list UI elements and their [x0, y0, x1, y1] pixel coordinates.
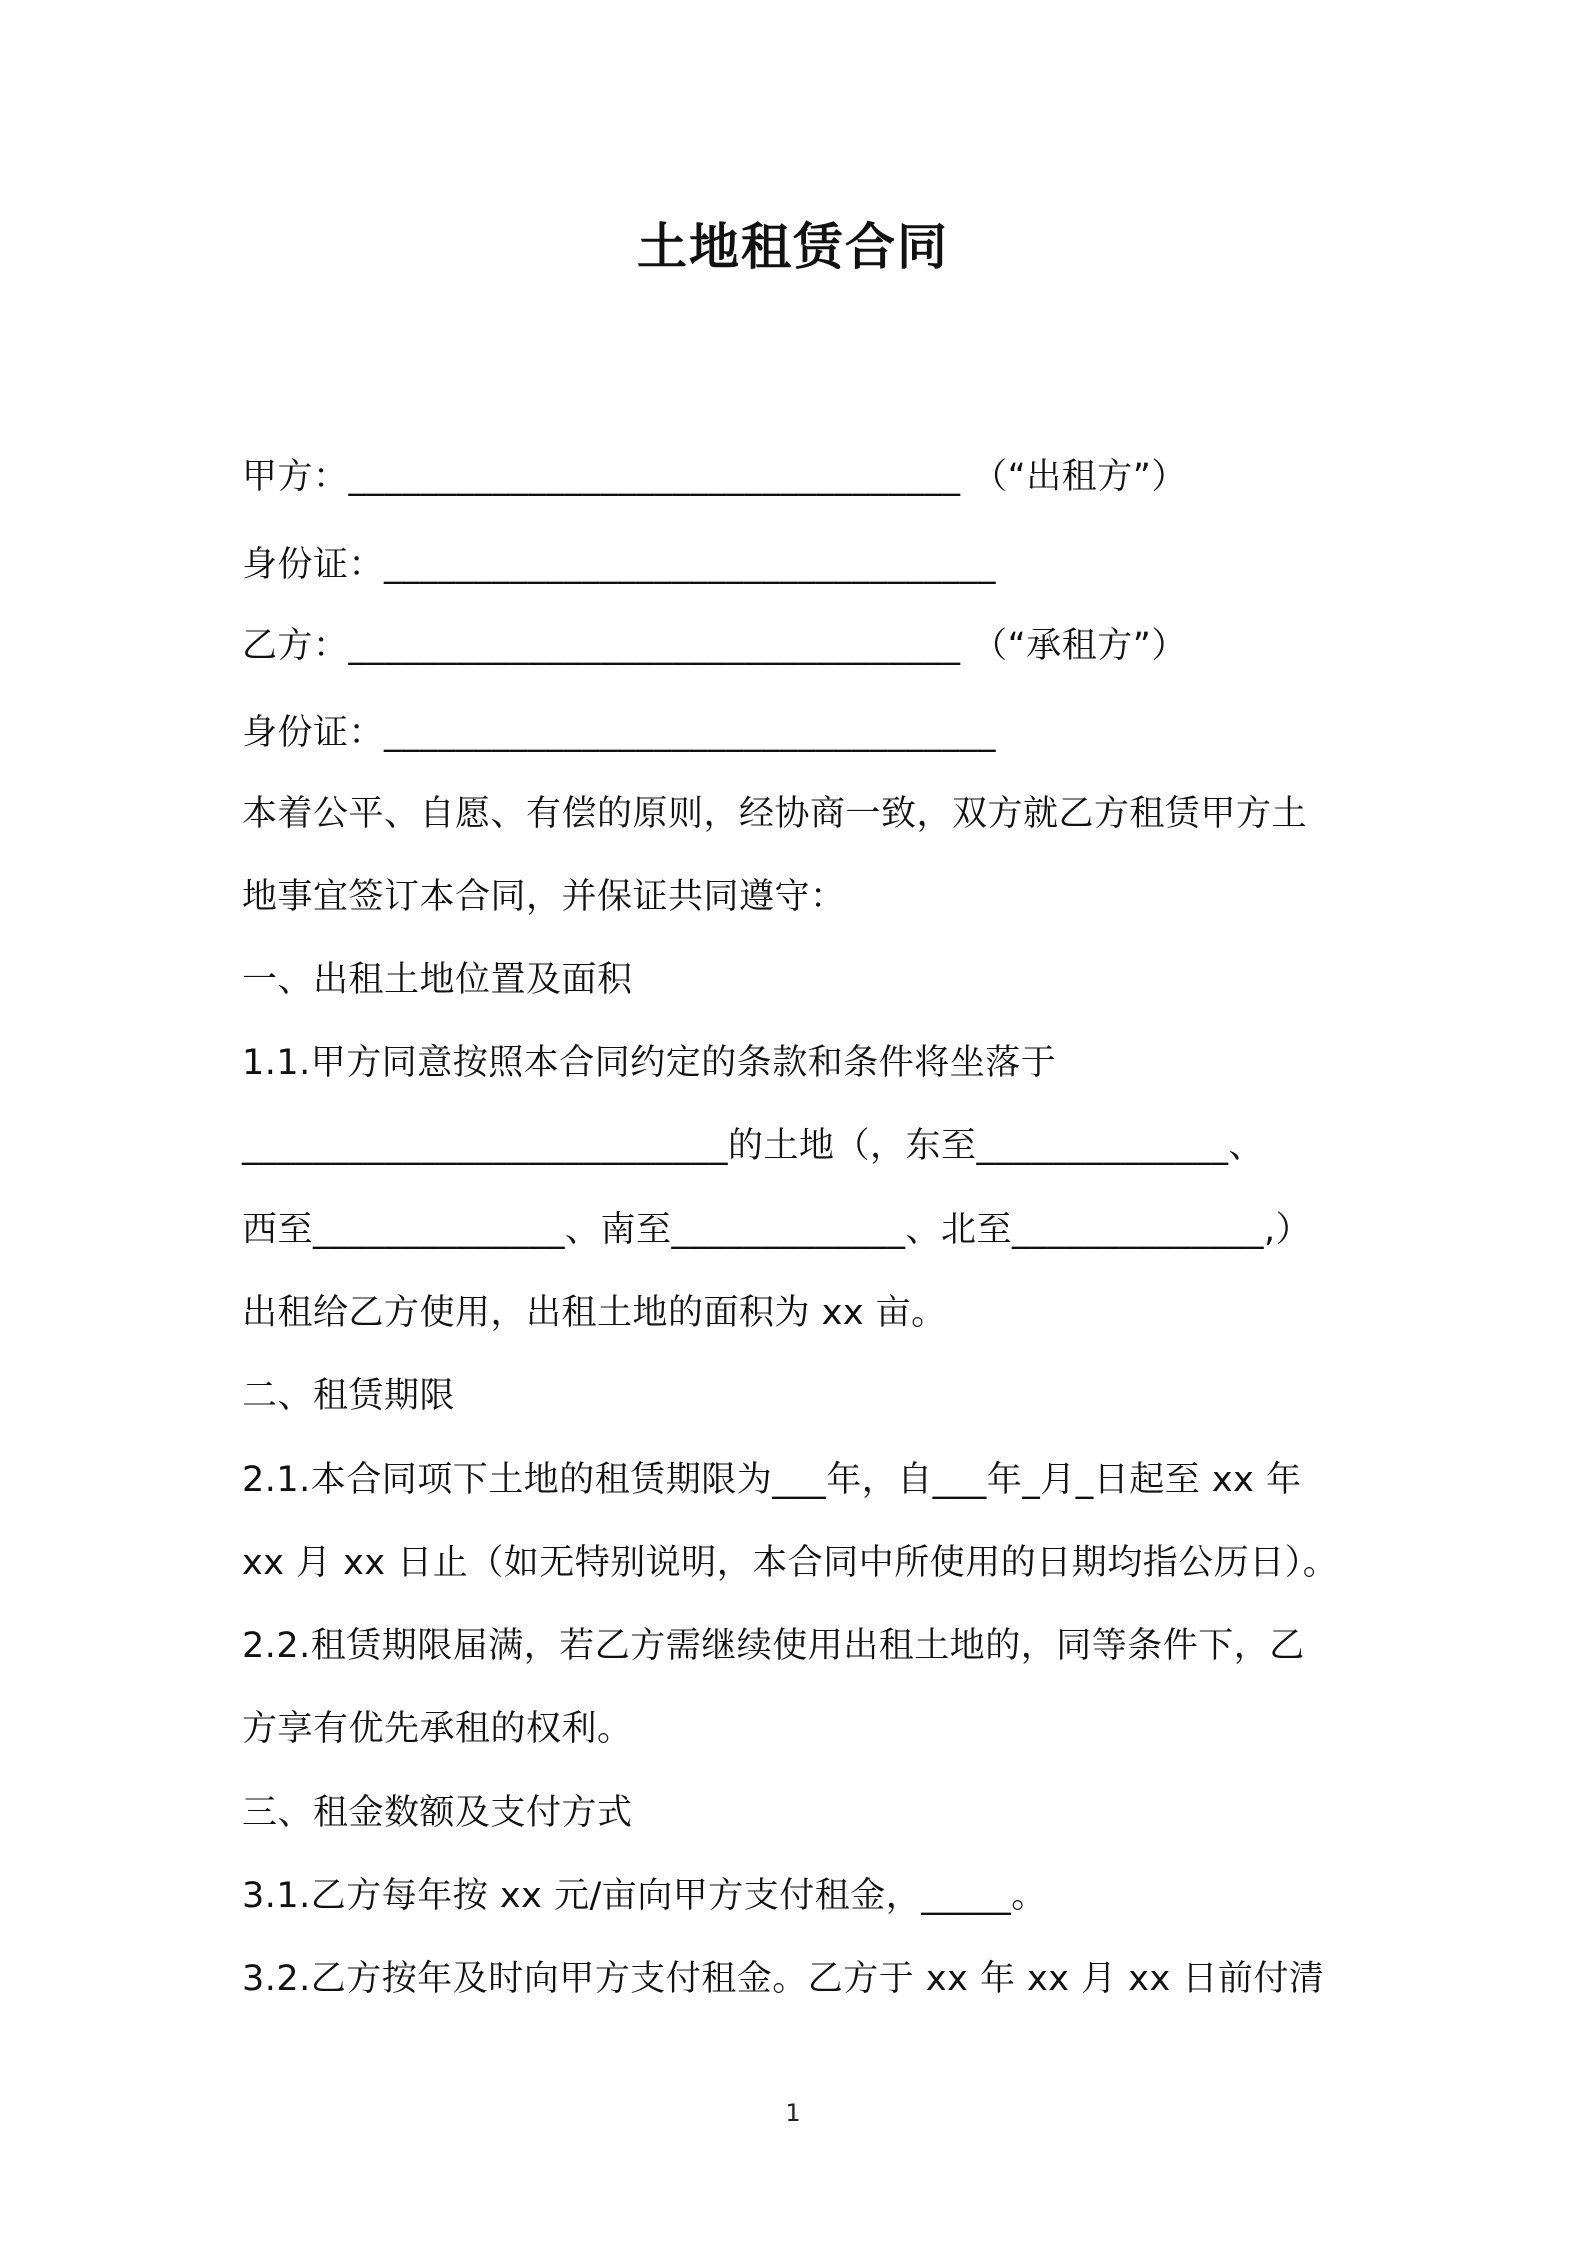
- section-3-heading: 三、租金数额及支付方式: [242, 1793, 633, 1833]
- party-a-line: 甲方：__________________________________ （“出租方”）: [242, 457, 1187, 497]
- preamble-line-1: 本着公平、自愿、有偿的原则，经协商一致，双方就乙方租赁甲方土: [242, 794, 1308, 834]
- clause-3-1-line: 3.1.乙方每年按 xx 元/亩向甲方支付租金，_____。: [242, 1876, 1047, 1916]
- clause-1-1-line-2: ___________________________的土地（，东至______________、: [242, 1126, 1265, 1166]
- page-number: 1: [785, 2099, 801, 2127]
- clause-1-1-line-4: 出租给乙方使用，出租土地的面积为 xx 亩。: [242, 1293, 947, 1333]
- document-title: 土地租赁合同: [637, 218, 949, 276]
- party-b-line: 乙方：__________________________________ （“承租方”）: [242, 626, 1187, 666]
- clause-2-1-line-2: xx 月 xx 日止（如无特别说明，本合同中所使用的日期均指公历日）。: [242, 1543, 1339, 1583]
- party-a-id-line: 身份证：__________________________________: [242, 545, 997, 585]
- clause-1-1-line-3: 西至______________、南至_____________、北至______________,）: [242, 1210, 1312, 1250]
- clause-1-1-line-1: 1.1.甲方同意按照本合同约定的条款和条件将坐落于: [242, 1043, 1057, 1083]
- section-1-heading: 一、出租土地位置及面积: [242, 960, 633, 1000]
- clause-2-2-line-2: 方享有优先承租的权利。: [242, 1709, 633, 1749]
- clause-3-2-line-1: 3.2.乙方按年及时向甲方支付租金。乙方于 xx 年 xx 月 xx 日前付清: [242, 1959, 1325, 1999]
- clause-2-1-line-1: 2.1.本合同项下土地的租赁期限为___年，自___年_月_日起至 xx 年: [242, 1460, 1302, 1500]
- section-2-heading: 二、租赁期限: [242, 1376, 456, 1416]
- preamble-line-2: 地事宜签订本合同，并保证共同遵守：: [242, 877, 846, 917]
- clause-2-2-line-1: 2.2.租赁期限届满，若乙方需继续使用出租土地的，同等条件下，乙: [242, 1626, 1305, 1666]
- party-b-id-line: 身份证：__________________________________: [242, 713, 997, 753]
